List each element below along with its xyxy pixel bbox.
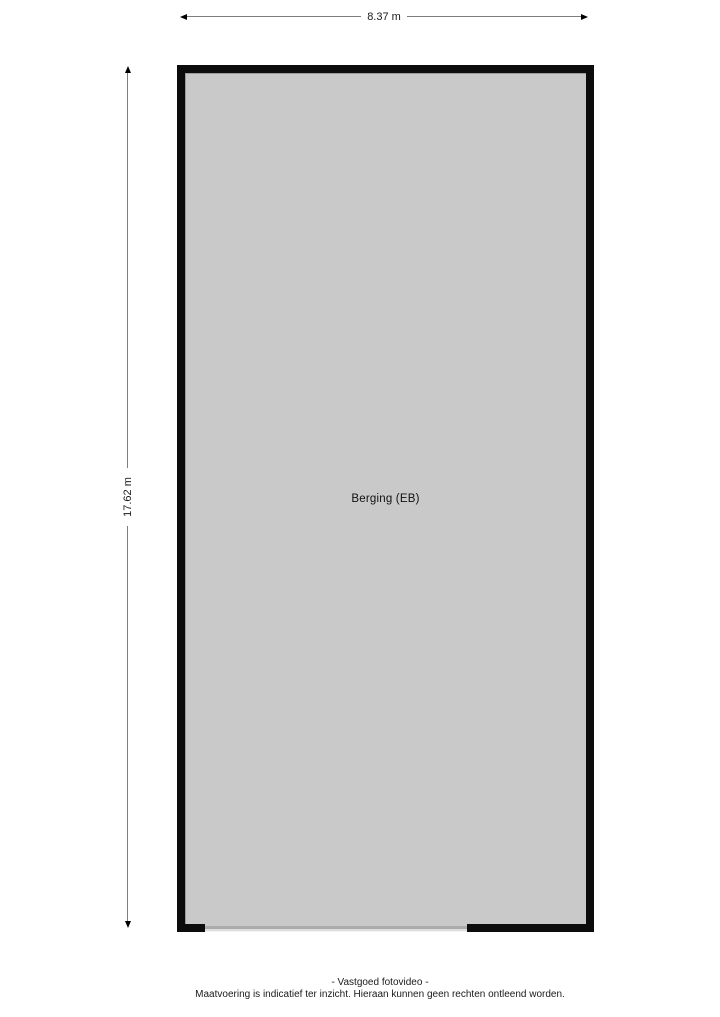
dimension-line	[187, 16, 361, 17]
footer-credit: - Vastgoed fotovideo -	[331, 977, 429, 988]
height-dimension	[121, 66, 134, 928]
width-dimension-label: 8.37 m	[367, 10, 401, 23]
footer	[40, 977, 720, 1001]
height-dimension-label-wrap	[121, 468, 134, 526]
height-dimension-label: 17.62 m	[121, 477, 134, 517]
wall-opening	[205, 924, 467, 932]
room-berging	[177, 65, 594, 932]
dimension-arrow-left-icon	[180, 14, 187, 20]
dimension-arrow-up-icon	[125, 66, 131, 73]
dimension-line	[127, 73, 128, 468]
dimension-line	[127, 526, 128, 921]
footer-disclaimer: Maatvoering is indicatief ter inzicht. Hieraan kunnen geen rechten ontleend worden.	[195, 989, 565, 1000]
dimension-arrow-down-icon	[125, 921, 131, 928]
room-floor	[185, 73, 586, 924]
room-label: Berging (EB)	[351, 492, 420, 505]
dimension-arrow-right-icon	[581, 14, 588, 20]
width-dimension	[180, 10, 588, 23]
dimension-line	[407, 16, 581, 17]
